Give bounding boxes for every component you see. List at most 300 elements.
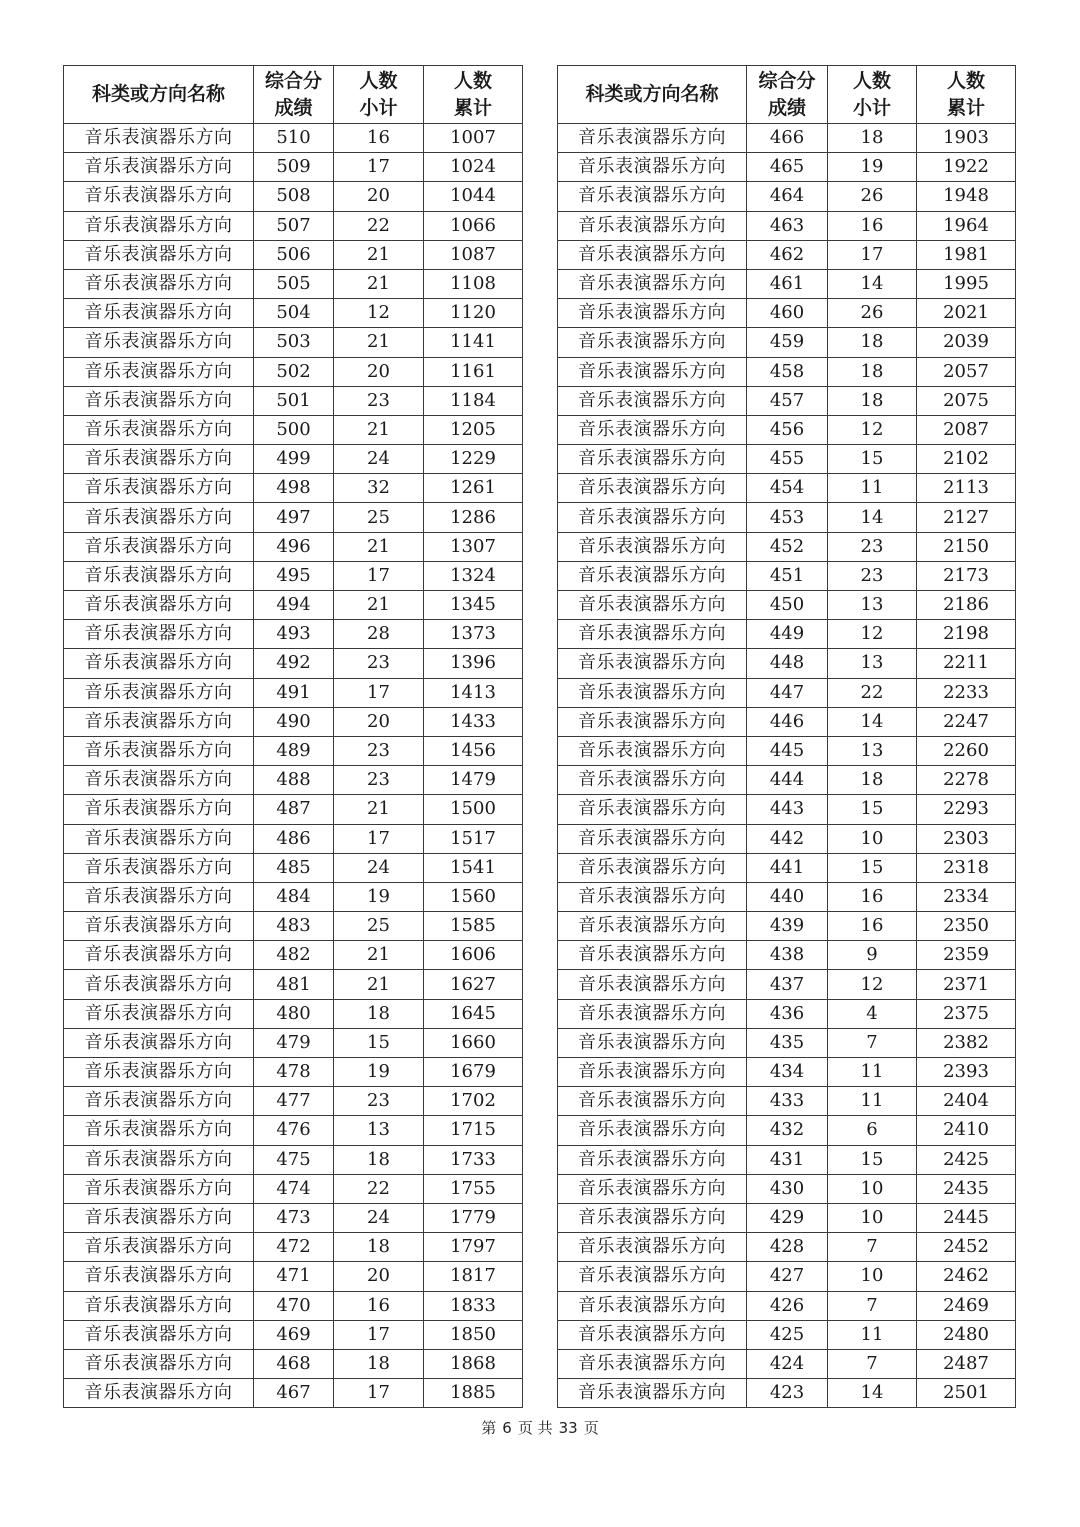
cell-total: 1261 [424,474,523,503]
score-table-right [557,65,1016,1408]
cell-score: 440 [747,882,828,911]
cell-name: 音乐表演器乐方向 [558,649,747,678]
cell-total: 1627 [424,970,523,999]
table-row [64,707,523,736]
table-row [64,474,523,503]
cell-name: 音乐表演器乐方向 [64,649,254,678]
table-row [558,561,1016,590]
cell-count: 17 [334,1379,424,1408]
cell-name: 音乐表演器乐方向 [64,1087,254,1116]
table-row [64,912,523,941]
cell-count: 20 [334,182,424,211]
cell-total: 1373 [424,620,523,649]
cell-name: 音乐表演器乐方向 [64,970,254,999]
cell-count: 7 [828,1349,917,1378]
cell-count: 21 [334,941,424,970]
cell-total: 1755 [424,1174,523,1203]
cell-total: 1868 [424,1349,523,1378]
cell-score: 470 [254,1291,334,1320]
cell-score: 465 [747,153,828,182]
cell-total: 1161 [424,357,523,386]
cell-name: 音乐表演器乐方向 [558,561,747,590]
cell-name: 音乐表演器乐方向 [558,912,747,941]
table-header-row [64,66,523,124]
table-body-left [64,124,523,1408]
cell-score: 508 [254,182,334,211]
cell-count: 20 [334,1262,424,1291]
cell-total: 1797 [424,1233,523,1262]
cell-name: 音乐表演器乐方向 [558,941,747,970]
cell-name: 音乐表演器乐方向 [558,532,747,561]
cell-name: 音乐表演器乐方向 [558,882,747,911]
table-row [64,620,523,649]
header-name: 科类或方向名称 [558,66,747,124]
cell-score: 445 [747,736,828,765]
cell-total: 2350 [917,912,1016,941]
cell-name: 音乐表演器乐方向 [558,328,747,357]
cell-score: 433 [747,1087,828,1116]
cell-total: 1413 [424,678,523,707]
table-row [64,211,523,240]
table-row [64,299,523,328]
cell-count: 18 [334,1145,424,1174]
cell-total: 2260 [917,736,1016,765]
cell-name: 音乐表演器乐方向 [64,415,254,444]
cell-name: 音乐表演器乐方向 [558,1087,747,1116]
table-row [558,591,1016,620]
table-row [558,1087,1016,1116]
table-row [64,649,523,678]
table-row [558,678,1016,707]
cell-score: 459 [747,328,828,357]
cell-score: 463 [747,211,828,240]
table-row [558,1291,1016,1320]
table-row [64,591,523,620]
cell-total: 2334 [917,882,1016,911]
cell-count: 24 [334,445,424,474]
cell-count: 21 [334,269,424,298]
cell-total: 1286 [424,503,523,532]
cell-name: 音乐表演器乐方向 [558,299,747,328]
score-table-left [63,65,523,1408]
cell-count: 21 [334,532,424,561]
cell-name: 音乐表演器乐方向 [558,153,747,182]
cell-total: 1433 [424,707,523,736]
table-row [558,240,1016,269]
cell-total: 2247 [917,707,1016,736]
cell-name: 音乐表演器乐方向 [558,736,747,765]
cell-count: 18 [828,328,917,357]
table-row [64,415,523,444]
cell-count: 12 [828,415,917,444]
cell-name: 音乐表演器乐方向 [558,1028,747,1057]
table-row [558,912,1016,941]
table-row [558,1203,1016,1232]
cell-score: 458 [747,357,828,386]
cell-total: 1066 [424,211,523,240]
cell-total: 1184 [424,386,523,415]
cell-count: 13 [828,736,917,765]
cell-score: 501 [254,386,334,415]
cell-score: 486 [254,824,334,853]
cell-name: 音乐表演器乐方向 [558,1174,747,1203]
cell-name: 音乐表演器乐方向 [64,386,254,415]
table-row [64,357,523,386]
cell-name: 音乐表演器乐方向 [558,620,747,649]
cell-name: 音乐表演器乐方向 [64,1028,254,1057]
cell-score: 471 [254,1262,334,1291]
cell-count: 16 [828,882,917,911]
header-score: 综合分 成绩 [254,66,334,124]
cell-name: 音乐表演器乐方向 [558,795,747,824]
cell-count: 10 [828,1174,917,1203]
cell-count: 21 [334,970,424,999]
table-row [558,1174,1016,1203]
table-row [64,678,523,707]
cell-count: 4 [828,999,917,1028]
table-row [558,386,1016,415]
cell-count: 23 [334,736,424,765]
cell-name: 音乐表演器乐方向 [64,707,254,736]
cell-count: 24 [334,1203,424,1232]
cell-total: 2480 [917,1320,1016,1349]
cell-score: 448 [747,649,828,678]
cell-total: 2410 [917,1116,1016,1145]
cell-count: 26 [828,299,917,328]
cell-score: 434 [747,1058,828,1087]
cell-total: 1585 [424,912,523,941]
cell-name: 音乐表演器乐方向 [64,591,254,620]
table-row [558,415,1016,444]
cell-count: 15 [828,853,917,882]
cell-name: 音乐表演器乐方向 [558,1058,747,1087]
cell-score: 488 [254,766,334,795]
cell-name: 音乐表演器乐方向 [64,1291,254,1320]
cell-count: 18 [828,766,917,795]
cell-name: 音乐表演器乐方向 [558,474,747,503]
cell-name: 音乐表演器乐方向 [558,1349,747,1378]
cell-total: 2501 [917,1379,1016,1408]
cell-name: 音乐表演器乐方向 [64,620,254,649]
cell-name: 音乐表演器乐方向 [558,824,747,853]
table-row [64,882,523,911]
cell-name: 音乐表演器乐方向 [64,941,254,970]
table-row [558,970,1016,999]
cell-count: 18 [828,357,917,386]
cell-name: 音乐表演器乐方向 [558,766,747,795]
cell-total: 1948 [917,182,1016,211]
table-row [64,1058,523,1087]
table-row [558,766,1016,795]
cell-name: 音乐表演器乐方向 [558,970,747,999]
table-row [64,970,523,999]
cell-total: 2469 [917,1291,1016,1320]
cell-score: 454 [747,474,828,503]
cell-score: 502 [254,357,334,386]
cell-total: 2233 [917,678,1016,707]
cell-score: 510 [254,124,334,153]
table-row [64,1379,523,1408]
table-row [558,941,1016,970]
cell-count: 20 [334,357,424,386]
cell-total: 2487 [917,1349,1016,1378]
table-row [64,766,523,795]
cell-total: 2404 [917,1087,1016,1116]
cell-total: 2039 [917,328,1016,357]
cell-total: 1205 [424,415,523,444]
cell-score: 506 [254,240,334,269]
cell-total: 2371 [917,970,1016,999]
cell-count: 16 [828,912,917,941]
cell-total: 1981 [917,240,1016,269]
cell-score: 436 [747,999,828,1028]
cell-count: 15 [828,445,917,474]
cell-score: 442 [747,824,828,853]
cell-total: 1307 [424,532,523,561]
cell-score: 464 [747,182,828,211]
table-row [64,532,523,561]
cell-score: 490 [254,707,334,736]
cell-count: 19 [334,1058,424,1087]
cell-count: 18 [828,386,917,415]
header-count: 人数 小计 [334,66,424,124]
cell-count: 7 [828,1233,917,1262]
cell-count: 21 [334,328,424,357]
cell-total: 1044 [424,182,523,211]
table-row [64,269,523,298]
cell-count: 23 [334,649,424,678]
cell-score: 457 [747,386,828,415]
table-row [64,736,523,765]
cell-total: 1024 [424,153,523,182]
cell-count: 7 [828,1028,917,1057]
table-row [558,1028,1016,1057]
table-row [558,736,1016,765]
cell-count: 14 [828,1379,917,1408]
cell-score: 500 [254,415,334,444]
cell-total: 2303 [917,824,1016,853]
cell-score: 487 [254,795,334,824]
cell-name: 音乐表演器乐方向 [64,1233,254,1262]
cell-name: 音乐表演器乐方向 [64,211,254,240]
cell-count: 28 [334,620,424,649]
cell-score: 469 [254,1320,334,1349]
footer-total-pages: 33 [558,1419,578,1437]
table-row [558,211,1016,240]
cell-name: 音乐表演器乐方向 [558,1320,747,1349]
table-row [558,1233,1016,1262]
cell-name: 音乐表演器乐方向 [64,445,254,474]
cell-name: 音乐表演器乐方向 [64,1116,254,1145]
cell-name: 音乐表演器乐方向 [558,269,747,298]
cell-total: 2087 [917,415,1016,444]
cell-total: 1850 [424,1320,523,1349]
cell-score: 505 [254,269,334,298]
cell-score: 446 [747,707,828,736]
cell-count: 9 [828,941,917,970]
cell-total: 2102 [917,445,1016,474]
cell-count: 14 [828,707,917,736]
cell-total: 1817 [424,1262,523,1291]
cell-count: 17 [334,824,424,853]
cell-score: 492 [254,649,334,678]
table-row [558,474,1016,503]
cell-score: 462 [747,240,828,269]
cell-score: 425 [747,1320,828,1349]
cell-score: 493 [254,620,334,649]
table-row [558,153,1016,182]
cell-count: 26 [828,182,917,211]
cell-score: 451 [747,561,828,590]
cell-score: 479 [254,1028,334,1057]
cell-count: 10 [828,824,917,853]
cell-count: 7 [828,1291,917,1320]
cell-count: 18 [334,1349,424,1378]
cell-score: 450 [747,591,828,620]
cell-total: 1885 [424,1379,523,1408]
table-row [558,1349,1016,1378]
cell-score: 477 [254,1087,334,1116]
cell-score: 443 [747,795,828,824]
header-total: 人数 累计 [917,66,1016,124]
cell-name: 音乐表演器乐方向 [64,999,254,1028]
table-row [64,124,523,153]
cell-name: 音乐表演器乐方向 [64,299,254,328]
table-row [558,1379,1016,1408]
cell-name: 音乐表演器乐方向 [64,1262,254,1291]
table-row [64,386,523,415]
cell-name: 音乐表演器乐方向 [64,1174,254,1203]
table-row [558,853,1016,882]
cell-total: 1087 [424,240,523,269]
cell-count: 13 [828,649,917,678]
cell-name: 音乐表演器乐方向 [64,678,254,707]
table-row [64,824,523,853]
cell-count: 11 [828,1320,917,1349]
table-row [558,445,1016,474]
cell-name: 音乐表演器乐方向 [558,678,747,707]
cell-total: 2075 [917,386,1016,415]
cell-score: 456 [747,415,828,444]
cell-total: 1702 [424,1087,523,1116]
cell-name: 音乐表演器乐方向 [558,1203,747,1232]
cell-name: 音乐表演器乐方向 [64,766,254,795]
cell-count: 21 [334,240,424,269]
cell-total: 2127 [917,503,1016,532]
cell-name: 音乐表演器乐方向 [64,532,254,561]
table-row [64,240,523,269]
cell-total: 1660 [424,1028,523,1057]
cell-total: 2425 [917,1145,1016,1174]
cell-total: 2278 [917,766,1016,795]
cell-count: 18 [334,1233,424,1262]
cell-total: 1396 [424,649,523,678]
cell-count: 11 [828,474,917,503]
table-row [64,941,523,970]
cell-count: 22 [828,678,917,707]
cell-count: 11 [828,1058,917,1087]
cell-name: 音乐表演器乐方向 [64,1203,254,1232]
cell-total: 1679 [424,1058,523,1087]
table-row [558,707,1016,736]
cell-total: 1229 [424,445,523,474]
cell-score: 491 [254,678,334,707]
table-row [558,649,1016,678]
footer-suffix: 页 [583,1419,599,1437]
cell-total: 1324 [424,561,523,590]
cell-count: 16 [334,1291,424,1320]
cell-name: 音乐表演器乐方向 [558,357,747,386]
cell-total: 1833 [424,1291,523,1320]
table-row [558,882,1016,911]
cell-total: 1541 [424,853,523,882]
cell-name: 音乐表演器乐方向 [64,853,254,882]
cell-total: 2382 [917,1028,1016,1057]
cell-score: 439 [747,912,828,941]
cell-score: 461 [747,269,828,298]
cell-total: 2173 [917,561,1016,590]
table-row [64,153,523,182]
cell-score: 453 [747,503,828,532]
table-body-right [558,124,1016,1408]
table-row [64,1349,523,1378]
cell-score: 497 [254,503,334,532]
cell-score: 468 [254,1349,334,1378]
cell-score: 507 [254,211,334,240]
cell-name: 音乐表演器乐方向 [558,415,747,444]
cell-name: 音乐表演器乐方向 [558,1145,747,1174]
cell-score: 428 [747,1233,828,1262]
cell-total: 1479 [424,766,523,795]
cell-name: 音乐表演器乐方向 [64,1145,254,1174]
cell-name: 音乐表演器乐方向 [558,1379,747,1408]
cell-count: 21 [334,795,424,824]
cell-count: 23 [334,766,424,795]
table-row [64,1028,523,1057]
cell-count: 22 [334,211,424,240]
cell-score: 478 [254,1058,334,1087]
cell-total: 1779 [424,1203,523,1232]
cell-score: 467 [254,1379,334,1408]
cell-score: 494 [254,591,334,620]
table-row [64,1233,523,1262]
cell-total: 2462 [917,1262,1016,1291]
cell-total: 1733 [424,1145,523,1174]
cell-total: 2021 [917,299,1016,328]
cell-name: 音乐表演器乐方向 [64,561,254,590]
table-row [558,503,1016,532]
cell-count: 10 [828,1262,917,1291]
cell-score: 460 [747,299,828,328]
table-row [64,1320,523,1349]
cell-count: 19 [828,153,917,182]
footer-middle: 页 共 [517,1419,553,1437]
cell-count: 21 [334,415,424,444]
cell-total: 2113 [917,474,1016,503]
cell-total: 1345 [424,591,523,620]
cell-score: 480 [254,999,334,1028]
cell-name: 音乐表演器乐方向 [558,445,747,474]
cell-count: 19 [334,882,424,911]
table-row [558,182,1016,211]
cell-total: 2198 [917,620,1016,649]
cell-name: 音乐表演器乐方向 [64,357,254,386]
cell-score: 499 [254,445,334,474]
cell-total: 1903 [917,124,1016,153]
cell-total: 1456 [424,736,523,765]
cell-count: 15 [828,1145,917,1174]
cell-name: 音乐表演器乐方向 [64,124,254,153]
